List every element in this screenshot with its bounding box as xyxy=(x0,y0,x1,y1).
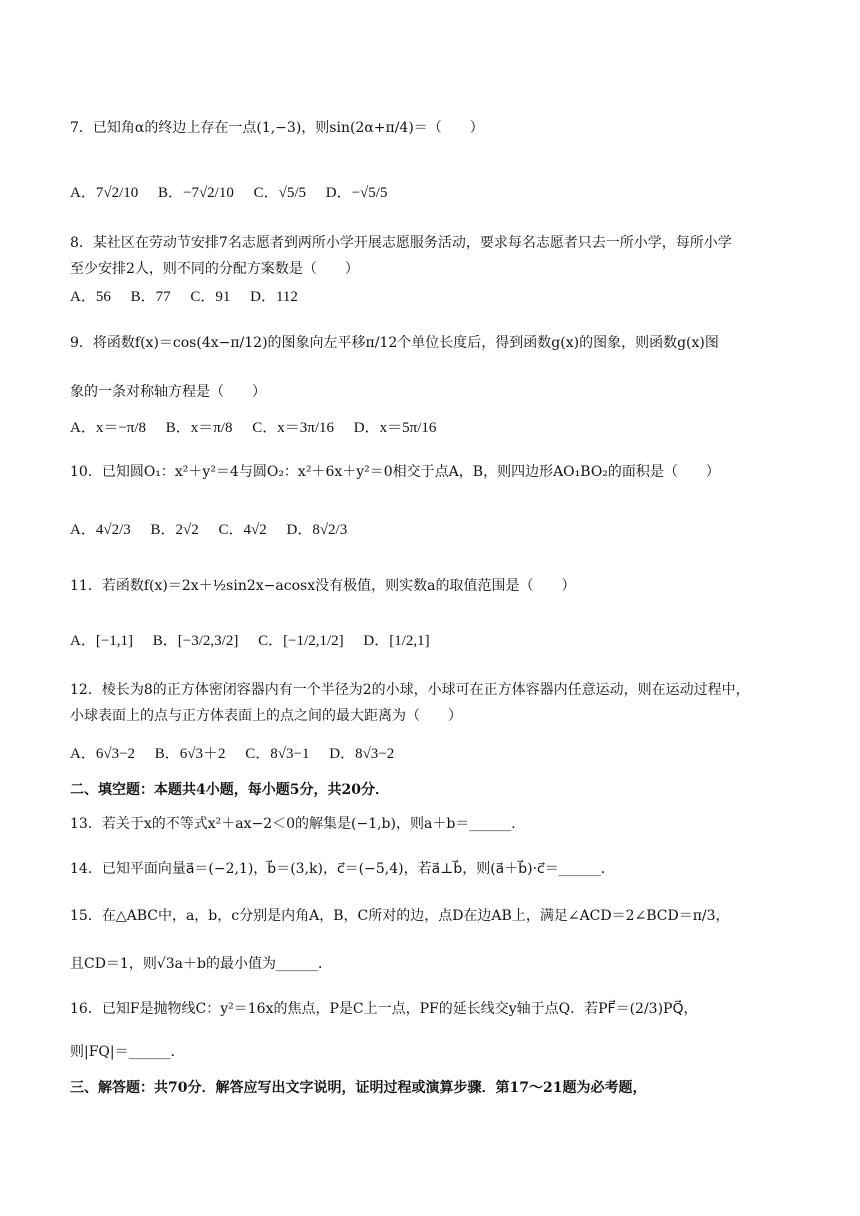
question-10-stem: 10．已知圆O₁：x²＋y²＝4与圆O₂：x²＋6x＋y²＝0相交于点A，B，则四边形AO₁BO₂的面积是（ ） xyxy=(70,464,720,480)
question-7-stem: 7．已知角α的终边上存在一点(1,−3)，则sin(2α+π/4)＝（ ） xyxy=(70,120,484,136)
question-9-stem-line1: 9．将函数f(x)＝cos(4x−π/12)的图象向左平移π/12个单位长度后，得到函数g(x)的图象，则函数g(x)图 xyxy=(70,335,719,351)
question-8-options xyxy=(70,287,314,307)
question-9-options xyxy=(70,418,452,438)
option-a: A．6√3−2 xyxy=(70,746,136,762)
question-8-stem-line2: 至少安排2人，则不同的分配方案数是（ ） xyxy=(70,261,359,277)
option-a: A．x＝−π/8 xyxy=(70,420,147,436)
question-13: 13．若关于x的不等式x²＋ax−2＜0的解集是(−1,b)，则a＋b＝______． xyxy=(70,816,526,832)
option-d: D．[1/2,1] xyxy=(363,633,430,649)
option-a: A．[−1,1] xyxy=(70,633,134,649)
option-b: B．2√2 xyxy=(150,522,199,538)
question-14: 14．已知平面向量a⃗＝(−2,1)，b⃗＝(3,k)，c⃗＝(−5,4)，若a⃗⊥b⃗，则(a⃗＋b⃗)·c⃗＝______． xyxy=(70,861,615,877)
option-c: C．[−1/2,1/2] xyxy=(258,633,344,649)
option-c: C．√5/5 xyxy=(253,185,307,201)
question-12-options xyxy=(70,744,410,764)
question-7-options xyxy=(70,183,403,203)
question-11-options xyxy=(70,631,446,651)
option-b: B．[−3/2,3/2] xyxy=(152,633,239,649)
question-10-options xyxy=(70,520,363,540)
option-c: C．91 xyxy=(190,289,231,305)
option-d: D．8√2/3 xyxy=(286,522,348,538)
question-12-stem-line2: 小球表面上的点与正方体表面上的点之间的最大距离为（ ） xyxy=(70,708,462,724)
question-16-line1: 16．已知F是抛物线C：y²＝16x的焦点，P是C上一点，PF的延长线交y轴于点Q．若PF⃗＝(2/3)PQ⃗， xyxy=(70,1001,698,1017)
option-b: B．6√3＋2 xyxy=(154,746,226,762)
option-a: A．4√2/3 xyxy=(70,522,131,538)
question-15-line1: 15．在△ABC中，a，b，c分别是内角A，B，C所对的边，点D在边AB上，满足∠ACD＝2∠BCD＝π/3， xyxy=(70,908,730,924)
question-16-line2: 则|FQ|＝______． xyxy=(70,1044,185,1060)
question-11-stem: 11．若函数f(x)＝2x＋½sin2x−acosx没有极值，则实数a的取值范围是（ ） xyxy=(70,578,576,594)
option-c: C．4√2 xyxy=(218,522,267,538)
section-2-heading: 二、填空题：本题共4小题，每小题5分，共20分． xyxy=(70,782,389,798)
option-b: B．−7√2/10 xyxy=(157,185,234,201)
option-b: B．77 xyxy=(130,289,171,305)
option-a: A．7√2/10 xyxy=(70,185,139,201)
option-c: C．8√3−1 xyxy=(245,746,310,762)
question-12-stem-line1: 12．棱长为8的正方体密闭容器内有一个半径为2的小球，小球可在正方体容器内任意运动，则在运动过程中， xyxy=(70,682,750,698)
option-d: D．112 xyxy=(250,289,298,305)
option-d: D．x＝5π/16 xyxy=(353,420,437,436)
option-b: B．x＝π/8 xyxy=(165,420,233,436)
question-9-stem-line2: 象的一条对称轴方程是（ ） xyxy=(70,384,266,400)
question-15-line2: 且CD＝1，则√3a＋b的最小值为______． xyxy=(70,956,332,972)
option-d: D．−√5/5 xyxy=(325,185,388,201)
option-c: C．x＝3π/16 xyxy=(252,420,335,436)
question-8-stem-line1: 8．某社区在劳动节安排7名志愿者到两所小学开展志愿服务活动，要求每名志愿者只去一所小学，每所小学 xyxy=(70,235,732,251)
option-d: D．8√3−2 xyxy=(329,746,395,762)
option-a: A．56 xyxy=(70,289,111,305)
section-3-heading: 三、解答题：共70分．解答应写出文字说明，证明过程或演算步骤．第17～21题为必考题， xyxy=(70,1080,647,1096)
